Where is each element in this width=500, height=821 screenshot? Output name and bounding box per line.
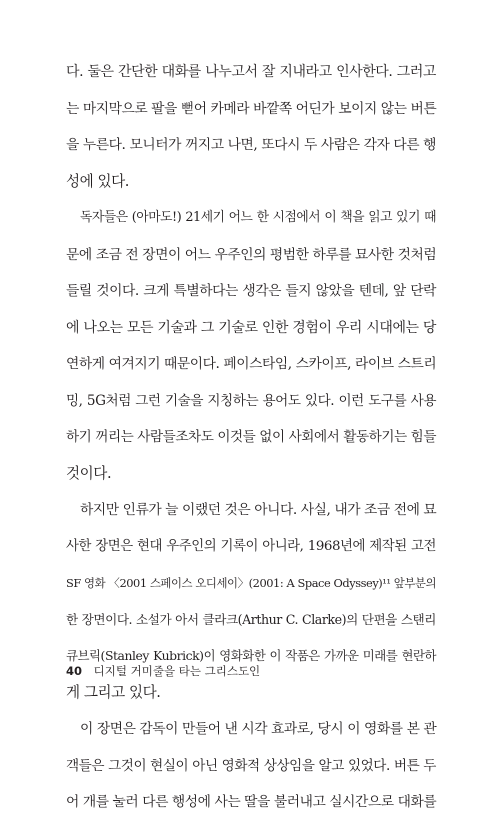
text-line: 들릴 것이다. 크게 특별하다는 생각은 들지 않았을 텐데, 앞 단락	[66, 283, 436, 299]
text-line: 밍, 5G처럼 그런 기술을 지칭하는 용어도 있다. 이런 도구를 사용	[66, 392, 436, 409]
text-line: 하기 꺼리는 사람들조차도 이것들 없이 사회에서 활동하기는 힘들	[66, 429, 436, 445]
text-line: 객들은 그것이 현실이 아닌 영화적 상상임을 알고 있었다. 버튼 두	[66, 757, 436, 774]
text-line: 는 마지막으로 팔을 뻗어 카메라 바깥쪽 어딘가 보이지 않는 버튼	[66, 100, 437, 117]
body-text	[66, 54, 436, 821]
text-line: 연하게 여겨지기 때문이다. 페이스타임, 스카이프, 라이브 스트리	[66, 356, 437, 372]
text-line: 에 나오는 모든 기술과 그 기술로 인한 경험이 우리 시대에는 당	[66, 319, 436, 336]
text-line: 성에 있다.	[66, 172, 129, 190]
text-line: 어 개를 눌러 다른 행성에 사는 딸을 불러내고 실시간으로 대화를	[66, 794, 437, 810]
text-line: SF 영화 〈2001 스페이스 오디세이〉(2001: A Space Odyssey)¹¹ 앞부분의	[66, 576, 436, 590]
text-line: 사한 장면은 현대 우주인의 기록이 아니라, 1968년에 제작된 고전	[66, 538, 436, 554]
text-line: 큐브릭(Stanley Kubrick)이 영화화한 이 작품은 가까운 미래를 현란하	[66, 648, 436, 663]
page-number: 40	[66, 664, 83, 678]
text-line: 다. 둘은 간단한 대화를 나누고서 잘 지내라고 인사한다. 그러고	[66, 64, 436, 80]
running-title: 디지털 거미줄을 타는 그리스도인	[93, 664, 261, 678]
text-line: 한 장면이다. 소설가 아서 클라크(Arthur C. Clarke)의 단편을 스탠리	[66, 611, 436, 627]
paragraph-first-line: 이 장면은 감독이 만들어 낸 시각 효과로, 당시 이 영화를 본 관	[80, 721, 437, 737]
paragraph-first-line: 하지만 인류가 늘 이랬던 것은 아니다. 사실, 내가 조금 전에 묘	[80, 502, 437, 518]
text-line: 게 그리고 있다.	[66, 683, 161, 701]
text-line: 을 누른다. 모니터가 꺼지고 나면, 또다시 두 사람은 각자 다른 행	[66, 137, 436, 153]
text-line: 문에 조금 전 장면이 어느 우주인의 평범한 하루를 묘사한 것처럼	[66, 246, 437, 263]
paragraph-first-line: 독자들은 (아마도!) 21세기 어느 한 시점에서 이 책을 읽고 있기 때	[80, 210, 436, 225]
page-footer	[66, 663, 260, 679]
text-line: 것이다.	[66, 464, 112, 482]
